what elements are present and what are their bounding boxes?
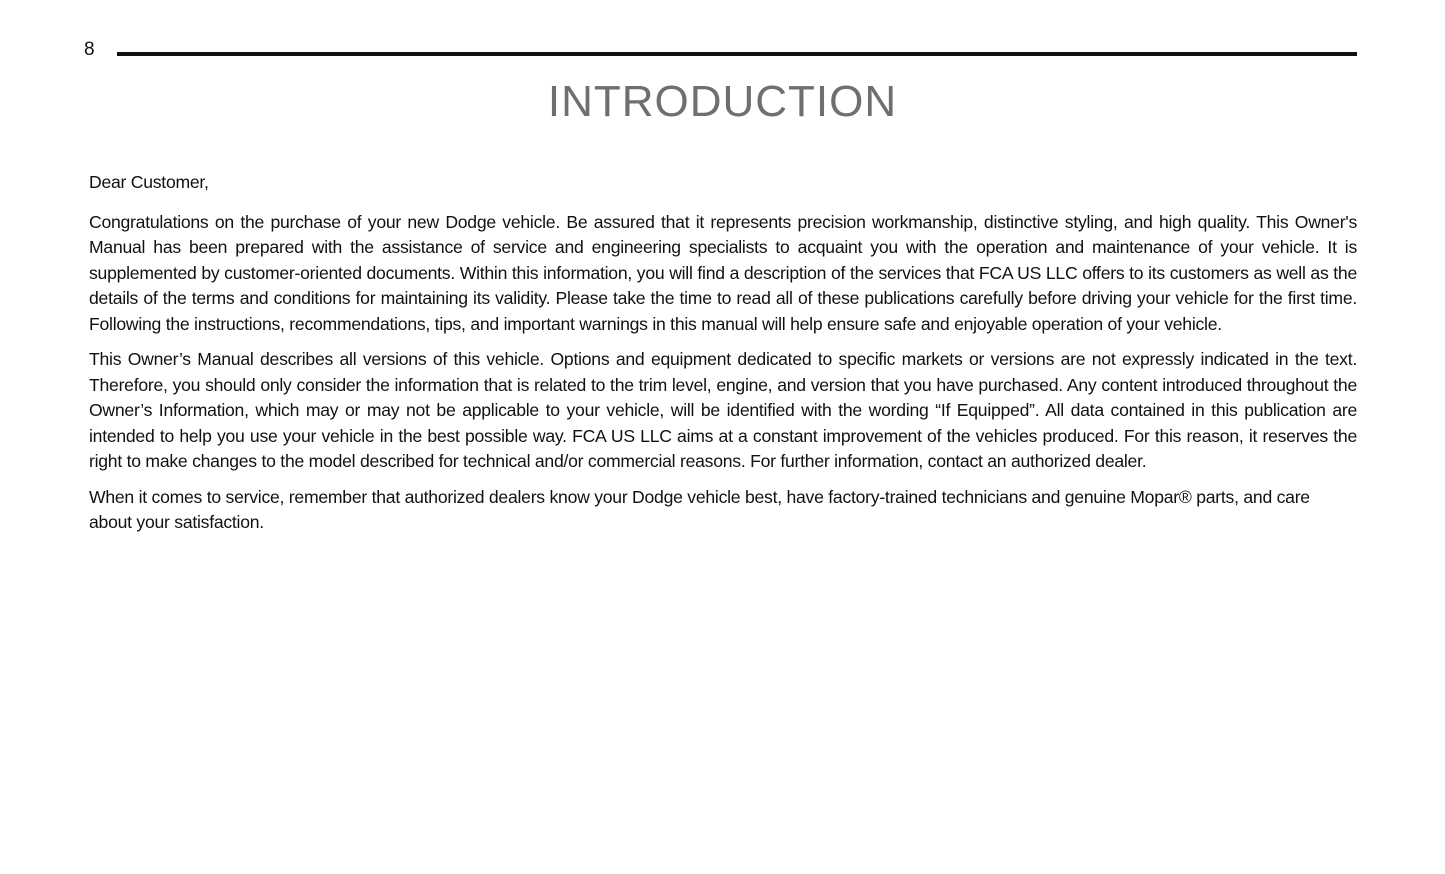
salutation: Dear Customer, — [89, 172, 209, 192]
paragraph-service: When it comes to service, remember that authorized dealers know your Dodge vehicle best, have factory-trained technicians and genuine Mopar® parts, and care about your satisfaction. — [89, 486, 1310, 532]
body-text — [89, 170, 1357, 546]
chapter-title: INTRODUCTION — [547, 77, 898, 126]
page-number: 8 — [84, 39, 95, 60]
paragraph-versions: This Owner’s Manual describes all versions of this vehicle. Options and equipment dedicated to specific markets or versions are not expressly indicated in the text. Therefore, you should only consider the information that is related to the trim level, engine, and version that you have purchased. Any content introduced throughout the Owner’s Information, which may or may not be applicable to your vehicle, will be identified with the wording “If Equipped”. All data contained in this publication are intended to help you use your vehicle in the best possible way. FCA US LLC aims at a constant improvement of the vehicles produced. For this reason, it reserves the right to make changes to the model described for technical and/or commercial reasons. For further information, contact an authorized dealer. — [89, 349, 1357, 471]
paragraph-congratulations: Congratulations on the purchase of your new Dodge vehicle. Be assured that it represents precision workmanship, distinctive styling, and high quality. This Owner's Manual has been prepared with the assistance of service and engineering specialists to acquaint you with the operation and maintenance of your vehicle. It is supplemented by customer-oriented documents. Within this information, you will find a description of the services that FCA US LLC offers to its customers as well as the details of the terms and conditions for maintaining its validity. Please take the time to read all of these publications carefully before driving your vehicle for the first time. Following the instructions, recommendations, tips, and important warnings in this manual will help ensure safe and enjoyable operation of your vehicle. — [89, 211, 1357, 334]
header-rule — [117, 52, 1357, 56]
